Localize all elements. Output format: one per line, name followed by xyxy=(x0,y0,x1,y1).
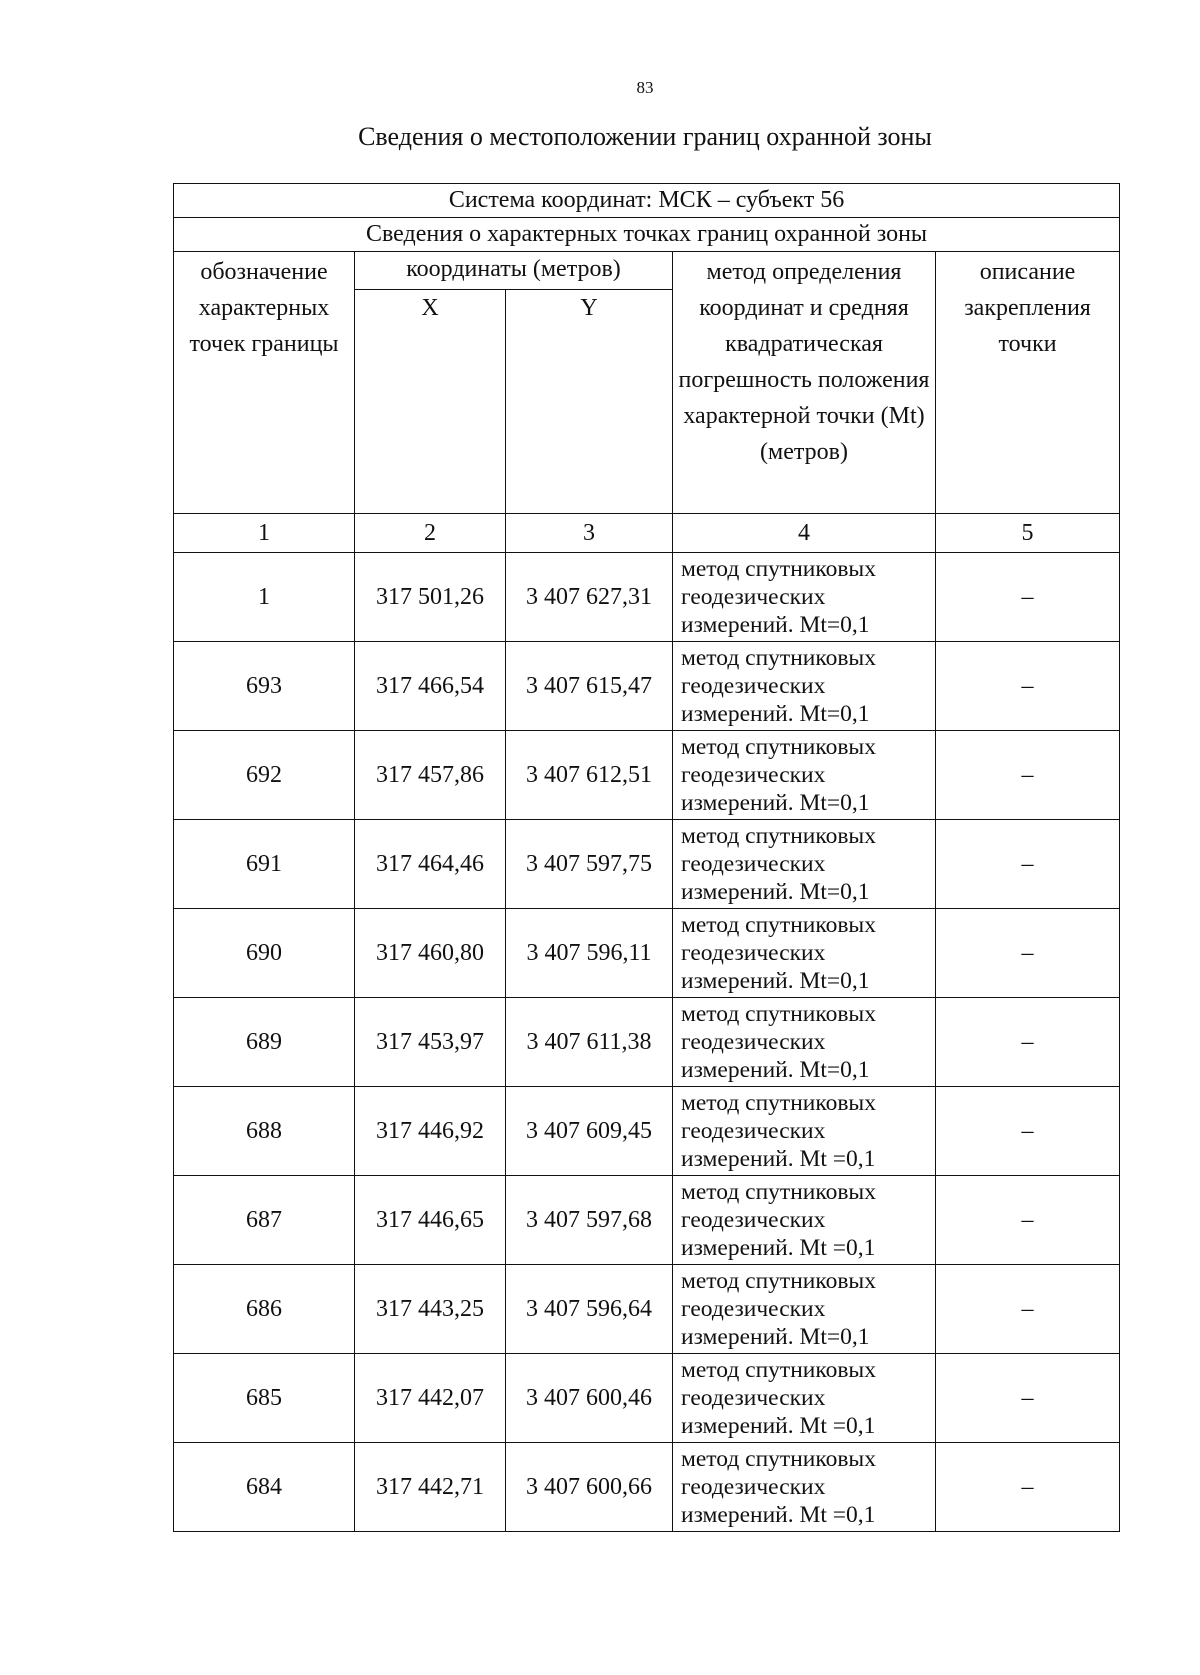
description-cell: – xyxy=(936,909,1120,998)
x-coordinate-cell: 317 446,92 xyxy=(355,1087,506,1176)
method-cell: метод спутниковых геодезических измерений. Mt =0,1 xyxy=(673,1354,936,1443)
header-y: Y xyxy=(506,290,673,514)
point-cell: 687 xyxy=(174,1176,355,1265)
point-cell: 693 xyxy=(174,642,355,731)
method-cell: метод спутниковых геодезических измерений. Mt=0,1 xyxy=(673,642,936,731)
header-description: описание закрепления точки xyxy=(936,252,1120,514)
table-row xyxy=(174,642,1120,731)
method-cell: метод спутниковых геодезических измерений. Mt=0,1 xyxy=(673,909,936,998)
point-cell: 685 xyxy=(174,1354,355,1443)
header-x: X xyxy=(355,290,506,514)
description-cell: – xyxy=(936,1176,1120,1265)
table-row xyxy=(174,553,1120,642)
column-number: 5 xyxy=(936,514,1120,553)
method-cell: метод спутниковых геодезических измерений. Mt =0,1 xyxy=(673,1443,936,1532)
description-cell: – xyxy=(936,642,1120,731)
point-cell: 684 xyxy=(174,1443,355,1532)
boundary-points-table xyxy=(173,183,1120,1532)
x-coordinate-cell: 317 457,86 xyxy=(355,731,506,820)
section-header: Сведения о характерных точках границ охранной зоны xyxy=(174,218,1120,252)
x-coordinate-cell: 317 443,25 xyxy=(355,1265,506,1354)
table-row xyxy=(174,731,1120,820)
x-coordinate-cell: 317 453,97 xyxy=(355,998,506,1087)
table-row xyxy=(174,820,1120,909)
table-row xyxy=(174,1354,1120,1443)
coordinate-system-header: Система координат: МСК – субъект 56 xyxy=(174,184,1120,218)
page-number: 83 xyxy=(636,78,654,97)
y-coordinate-cell: 3 407 600,46 xyxy=(506,1354,673,1443)
column-number: 4 xyxy=(673,514,936,553)
table-row xyxy=(174,998,1120,1087)
table-body xyxy=(174,553,1120,1532)
table-row xyxy=(174,1087,1120,1176)
method-cell: метод спутниковых геодезических измерений. Mt =0,1 xyxy=(673,1176,936,1265)
description-cell: – xyxy=(936,1087,1120,1176)
column-number: 1 xyxy=(174,514,355,553)
header-coordinates: координаты (метров) xyxy=(355,252,673,290)
y-coordinate-cell: 3 407 600,66 xyxy=(506,1443,673,1532)
description-cell: – xyxy=(936,731,1120,820)
column-number: 3 xyxy=(506,514,673,553)
y-coordinate-cell: 3 407 609,45 xyxy=(506,1087,673,1176)
description-cell: – xyxy=(936,998,1120,1087)
y-coordinate-cell: 3 407 596,64 xyxy=(506,1265,673,1354)
method-cell: метод спутниковых геодезических измерений. Mt=0,1 xyxy=(673,731,936,820)
y-coordinate-cell: 3 407 612,51 xyxy=(506,731,673,820)
description-cell: – xyxy=(936,553,1120,642)
y-coordinate-cell: 3 407 627,31 xyxy=(506,553,673,642)
table-row xyxy=(174,1176,1120,1265)
method-cell: метод спутниковых геодезических измерений. Mt=0,1 xyxy=(673,1265,936,1354)
column-number: 2 xyxy=(355,514,506,553)
page-title: Сведения о местоположении границ охранной зоны xyxy=(358,122,932,151)
point-cell: 688 xyxy=(174,1087,355,1176)
header-method: метод определения координат и средняя квадратическая погрешность положения характерной точки (Mt) (метров) xyxy=(673,252,936,514)
description-cell: – xyxy=(936,1265,1120,1354)
y-coordinate-cell: 3 407 597,68 xyxy=(506,1176,673,1265)
point-cell: 686 xyxy=(174,1265,355,1354)
point-cell: 692 xyxy=(174,731,355,820)
x-coordinate-cell: 317 446,65 xyxy=(355,1176,506,1265)
table-row xyxy=(174,909,1120,998)
point-cell: 691 xyxy=(174,820,355,909)
x-coordinate-cell: 317 460,80 xyxy=(355,909,506,998)
y-coordinate-cell: 3 407 611,38 xyxy=(506,998,673,1087)
header-designation: обозначение характерных точек границы xyxy=(174,252,355,514)
method-cell: метод спутниковых геодезических измерений. Mt =0,1 xyxy=(673,1087,936,1176)
point-cell: 690 xyxy=(174,909,355,998)
x-coordinate-cell: 317 442,71 xyxy=(355,1443,506,1532)
method-cell: метод спутниковых геодезических измерений. Mt=0,1 xyxy=(673,820,936,909)
x-coordinate-cell: 317 501,26 xyxy=(355,553,506,642)
y-coordinate-cell: 3 407 596,11 xyxy=(506,909,673,998)
point-cell: 1 xyxy=(174,553,355,642)
description-cell: – xyxy=(936,1443,1120,1532)
x-coordinate-cell: 317 466,54 xyxy=(355,642,506,731)
method-cell: метод спутниковых геодезических измерений. Mt=0,1 xyxy=(673,553,936,642)
description-cell: – xyxy=(936,820,1120,909)
method-cell: метод спутниковых геодезических измерений. Mt=0,1 xyxy=(673,998,936,1087)
y-coordinate-cell: 3 407 597,75 xyxy=(506,820,673,909)
x-coordinate-cell: 317 442,07 xyxy=(355,1354,506,1443)
x-coordinate-cell: 317 464,46 xyxy=(355,820,506,909)
description-cell: – xyxy=(936,1354,1120,1443)
table-row xyxy=(174,1265,1120,1354)
point-cell: 689 xyxy=(174,998,355,1087)
y-coordinate-cell: 3 407 615,47 xyxy=(506,642,673,731)
table-row xyxy=(174,1443,1120,1532)
